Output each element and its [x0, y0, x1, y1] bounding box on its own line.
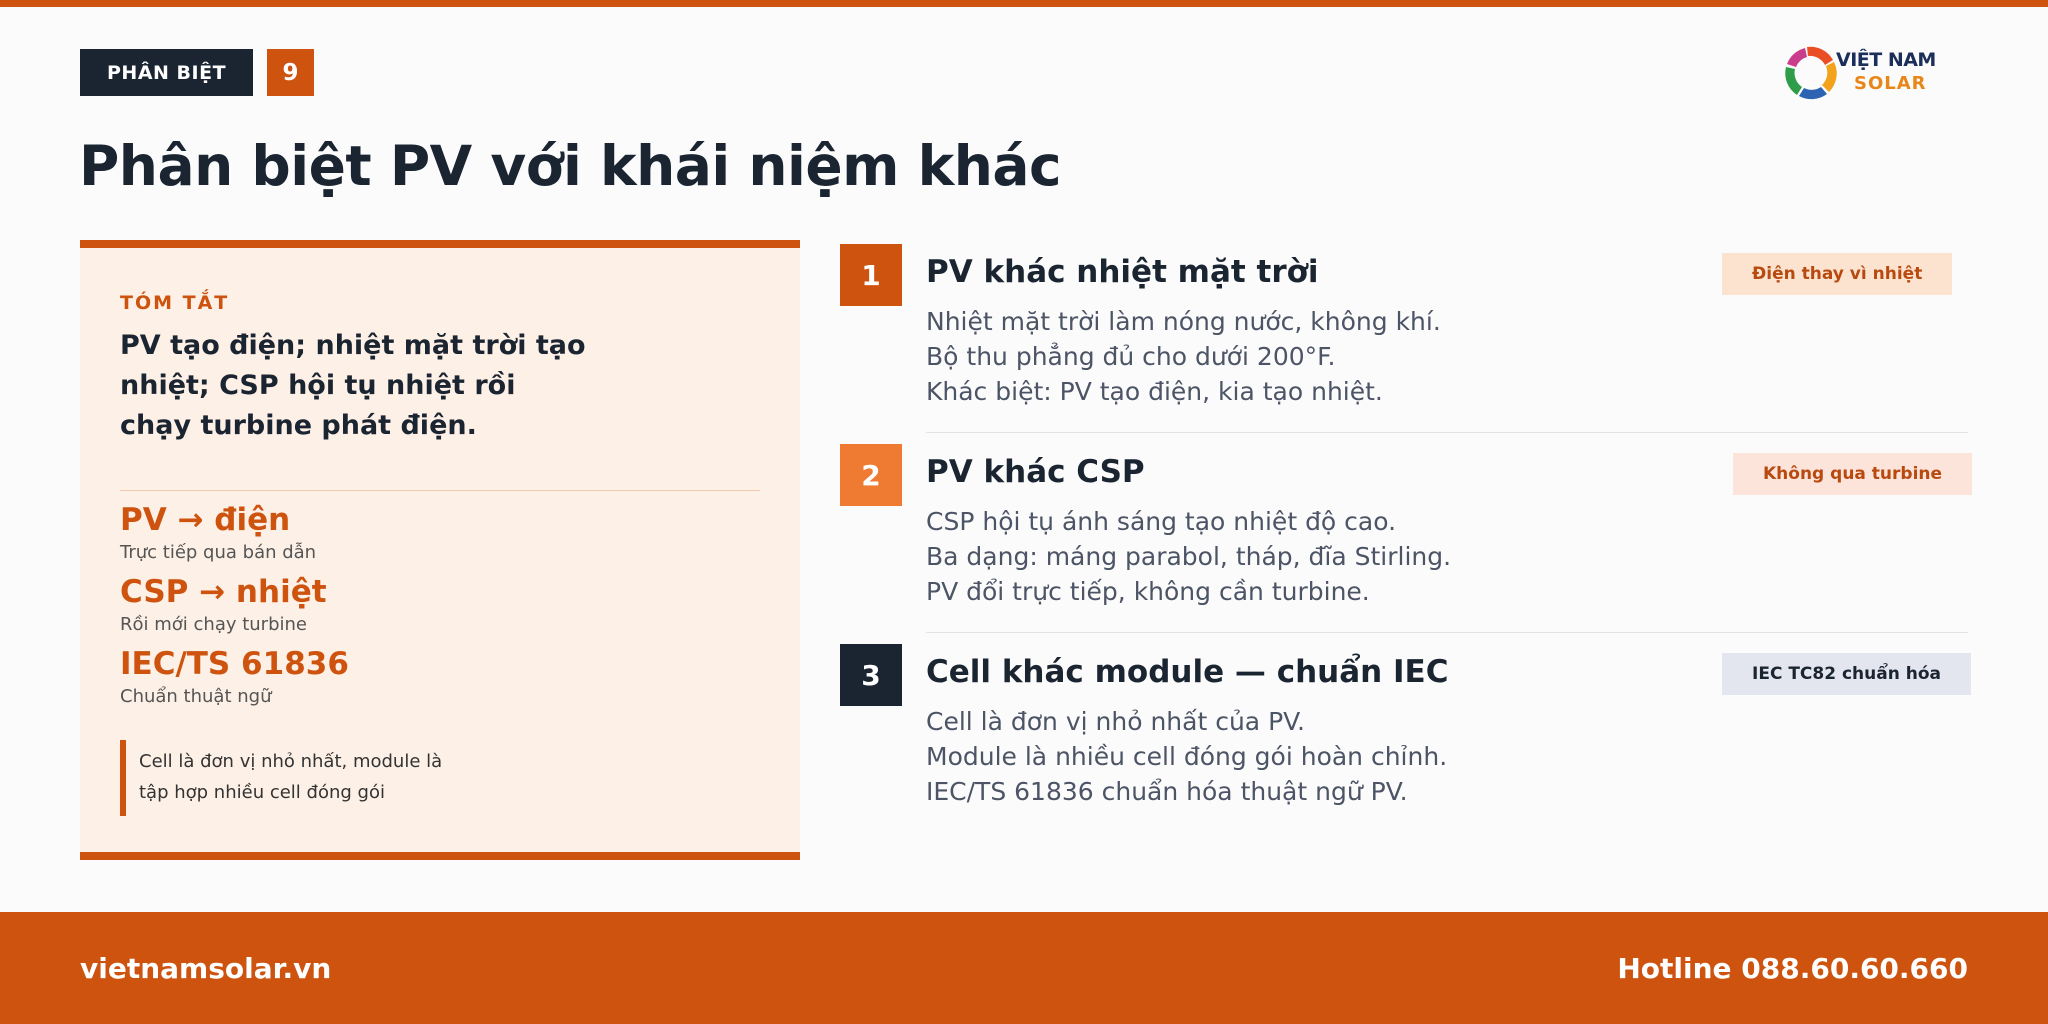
item-line: CSP hội tụ ánh sáng tạo nhiệt độ cao. — [926, 507, 1397, 536]
item-line: PV đổi trực tiếp, không cần turbine. — [926, 577, 1370, 606]
section-badge-label: PHÂN BIỆT — [80, 49, 253, 96]
summary-note — [120, 740, 480, 816]
page-title: Phân biệt PV với khái niệm khác — [79, 134, 1062, 198]
summary-lead: PV tạo điện; nhiệt mặt trời tạo nhiệt; CSP hội tụ nhiệt rồi chạy turbine phát điện. — [120, 330, 586, 441]
stat-caption: Trực tiếp qua bán dẫn — [120, 542, 317, 563]
item-number: 2 — [840, 444, 902, 506]
item-title: Cell khác module — chuẩn IEC — [926, 654, 1449, 690]
logo-text-line2: SOLAR — [1854, 73, 1927, 94]
item-line: Bộ thu phẳng đủ cho dưới 200°F. — [926, 342, 1336, 371]
stat-pv — [120, 502, 316, 563]
item-line: Cell là đơn vị nhỏ nhất của PV. — [926, 707, 1305, 736]
comparison-item-1 — [840, 244, 1968, 434]
footer-website-link[interactable]: vietnamsolar.vn — [80, 952, 332, 985]
stat-csp — [120, 574, 327, 635]
footer-hotline[interactable]: Hotline 088.60.60.660 — [1617, 952, 1968, 985]
stat-value: CSP → nhiệt — [120, 574, 327, 610]
logo-text-line1: VIỆT NAM — [1836, 49, 1936, 71]
item-line: Module là nhiều cell đóng gói hoàn chỉnh. — [926, 742, 1448, 771]
item-tag: Không qua turbine — [1733, 453, 1972, 495]
item-title: PV khác CSP — [926, 454, 1145, 490]
footer-bar — [0, 912, 2048, 1024]
summary-note-line: Cell là đơn vị nhỏ nhất, module là — [139, 751, 443, 772]
item-divider — [926, 632, 1968, 633]
stat-value: IEC/TS 61836 — [120, 646, 349, 682]
stat-caption: Rồi mới chạy turbine — [120, 614, 307, 635]
item-line: Khác biệt: PV tạo điện, kia tạo nhiệt. — [926, 377, 1383, 406]
item-line: Ba dạng: máng parabol, tháp, đĩa Stirling. — [926, 542, 1452, 571]
section-badge-number: 9 — [267, 49, 314, 96]
stat-caption: Chuẩn thuật ngữ — [120, 686, 272, 707]
summary-note-line: tập hợp nhiều cell đóng gói — [139, 782, 385, 803]
item-line: IEC/TS 61836 chuẩn hóa thuật ngữ PV. — [926, 777, 1408, 806]
brand-logo — [1780, 42, 1960, 104]
item-divider — [926, 432, 1968, 433]
comparison-item-2 — [840, 444, 1968, 634]
top-accent-bar — [0, 0, 2048, 7]
section-badge — [80, 49, 314, 96]
comparison-item-3 — [840, 644, 1968, 814]
summary-panel — [80, 240, 800, 860]
item-description — [926, 504, 1451, 609]
item-tag: Điện thay vì nhiệt — [1722, 253, 1952, 295]
stat-value: PV → điện — [120, 502, 291, 538]
stat-iec — [120, 646, 349, 707]
item-description — [926, 704, 1447, 809]
solar-logo-icon — [1780, 42, 1842, 104]
item-number: 1 — [840, 244, 902, 306]
item-title: PV khác nhiệt mặt trời — [926, 254, 1319, 290]
item-tag: IEC TC82 chuẩn hóa — [1722, 653, 1971, 695]
item-line: Nhiệt mặt trời làm nóng nước, không khí. — [926, 307, 1441, 336]
summary-divider — [120, 490, 760, 491]
item-number: 3 — [840, 644, 902, 706]
summary-tag: TÓM TẮT — [120, 292, 230, 314]
item-description — [926, 304, 1441, 409]
